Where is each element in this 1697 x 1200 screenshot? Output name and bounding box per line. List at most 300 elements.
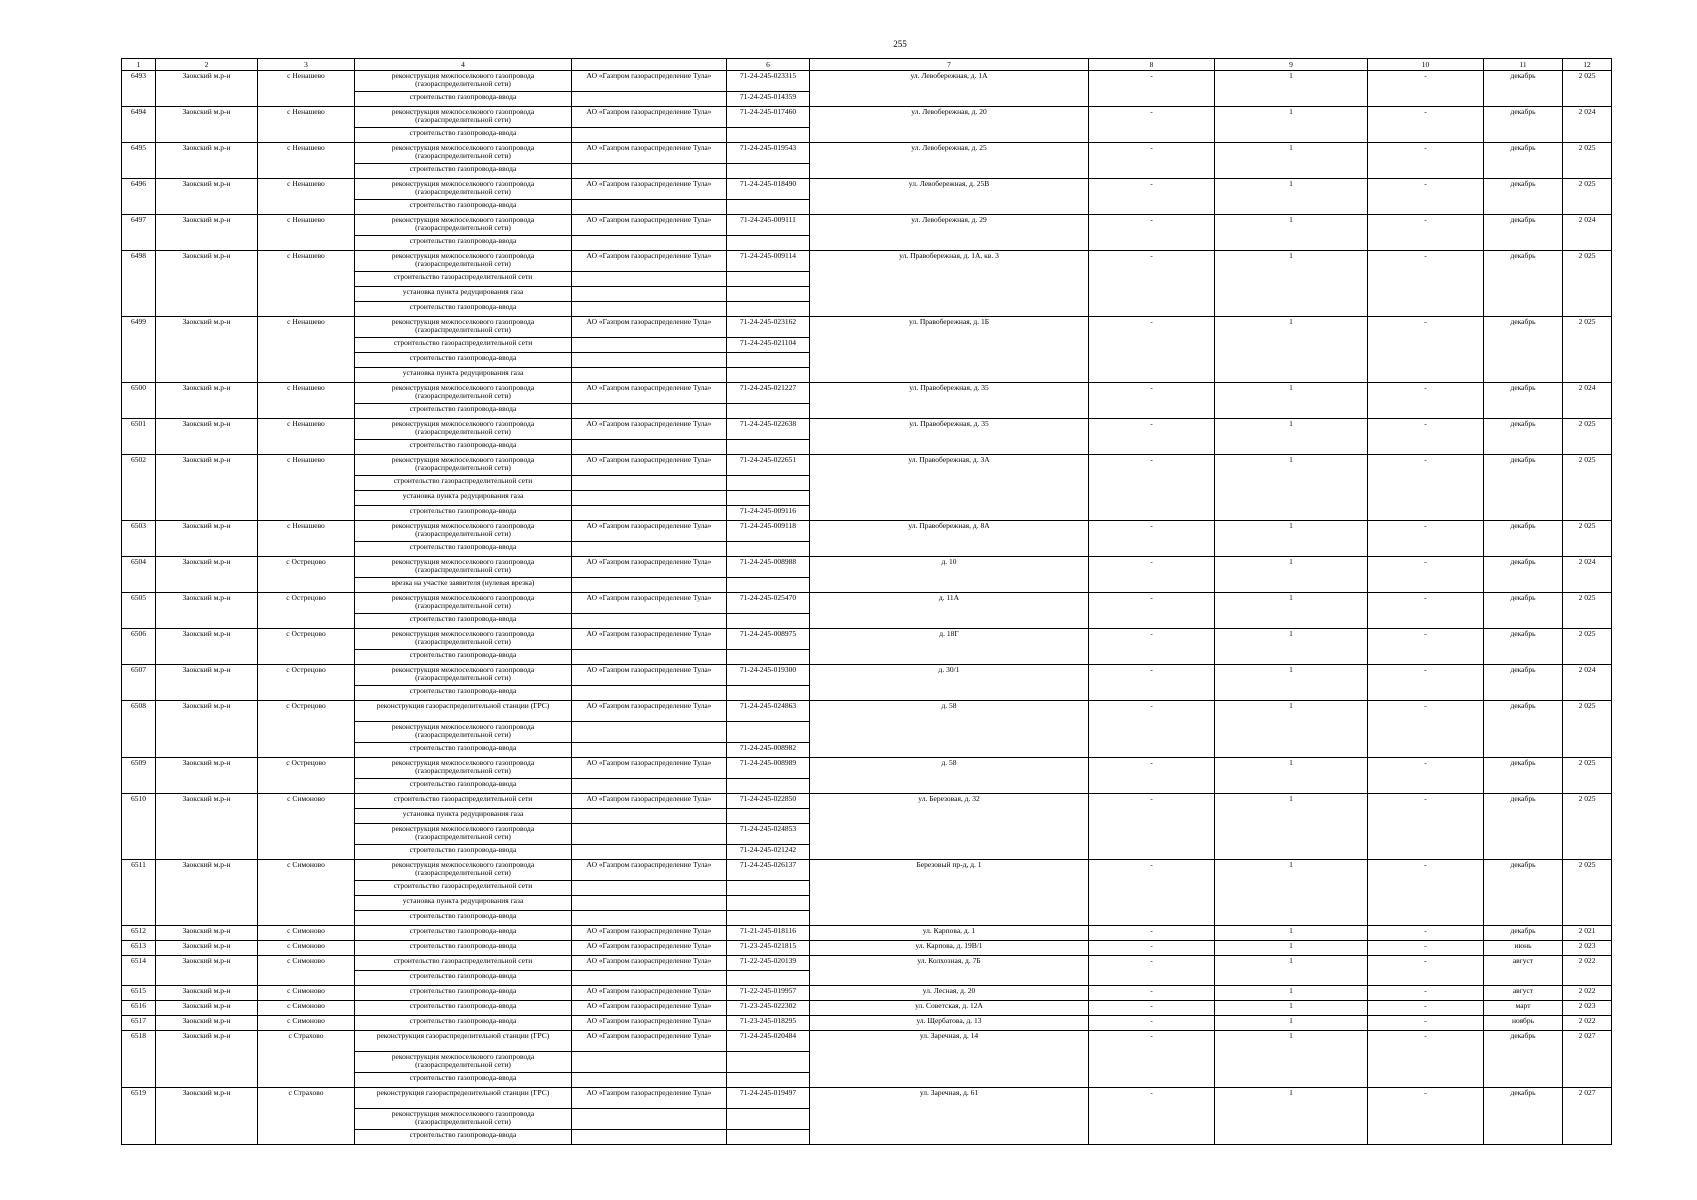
district-cell: Заокский м.р-н [156,557,258,593]
organization-cell [572,845,727,860]
table-row [122,455,1612,476]
contract-number-cell [727,911,810,926]
contract-number-cell: 71-24-245-021242 [727,845,810,860]
year-cell: 2 024 [1563,107,1612,143]
settlement-cell: с Ненашево [258,215,355,251]
table-row [122,1001,1612,1016]
table-row [122,143,1612,164]
work-type-cell: строительство газораспределительной сети [355,956,572,971]
table-row [122,629,1612,650]
table-row [122,1031,1612,1052]
district-cell: Заокский м.р-н [156,71,258,107]
organization-cell [572,911,727,926]
organization-cell: АО «Газпром газораспределение Тула» [572,1031,727,1052]
table-row [122,758,1612,779]
work-type-cell: строительство газопровода-ввода [355,845,572,860]
organization-cell [572,650,727,665]
contract-number-cell [727,440,810,455]
col9-cell: 1 [1215,251,1368,317]
organization-cell: АО «Газпром газораспределение Тула» [572,794,727,809]
work-type-cell: строительство газопровода-ввода [355,650,572,665]
settlement-cell: с Симоново [258,926,355,941]
row-number: 6517 [122,1016,156,1031]
district-cell: Заокский м.р-н [156,1088,258,1145]
row-number: 6498 [122,251,156,317]
work-type-cell: реконструкция газораспределительной станции (ГРС) [355,1031,572,1052]
district-cell: Заокский м.р-н [156,758,258,794]
district-cell: Заокский м.р-н [156,419,258,455]
year-cell: 2 025 [1563,179,1612,215]
work-type-cell: строительство газопровода-ввода [355,779,572,794]
year-cell: 2 024 [1563,557,1612,593]
settlement-cell: с Симоново [258,860,355,926]
col8-cell: - [1089,107,1215,143]
address-cell: ул. Лесная, д. 20 [810,986,1089,1001]
row-number: 6512 [122,926,156,941]
work-type-cell: реконструкция межпоселкового газопровода (газораспределительной сети) [355,251,572,272]
year-cell: 2 025 [1563,794,1612,860]
row-number: 6513 [122,941,156,956]
month-cell: декабрь [1484,593,1563,629]
contract-number-cell [727,368,810,383]
month-cell: декабрь [1484,629,1563,665]
contract-number-cell [727,287,810,302]
work-type-cell: реконструкция межпоселкового газопровода (газораспределительной сети) [355,71,572,92]
contract-number-cell: 71-24-245-021104 [727,338,810,353]
work-type-cell: строительство газопровода-ввода [355,440,572,455]
address-cell: ул. Левобережная, д. 29 [810,215,1089,251]
address-cell: ул. Правобережная, д. 3А [810,455,1089,521]
work-type-cell: врезка на участке заявителя (нулевая врезка) [355,578,572,593]
col9-cell: 1 [1215,1016,1368,1031]
row-number: 6493 [122,71,156,107]
row-number: 6511 [122,860,156,926]
contract-number-cell: 71-24-245-023162 [727,317,810,338]
month-cell: декабрь [1484,419,1563,455]
col9-cell: 1 [1215,455,1368,521]
contract-number-cell [727,722,810,743]
district-cell: Заокский м.р-н [156,215,258,251]
month-cell: декабрь [1484,179,1563,215]
organization-cell: АО «Газпром газораспределение Тула» [572,665,727,686]
settlement-cell: с Симоново [258,956,355,986]
year-cell: 2 025 [1563,251,1612,317]
contract-number-cell [727,404,810,419]
settlement-cell: с Ненашево [258,455,355,521]
col8-cell: - [1089,860,1215,926]
table-row [122,941,1612,956]
settlement-cell: с Острецово [258,758,355,794]
contract-number-cell [727,200,810,215]
table-row [122,593,1612,614]
work-type-cell: строительство газопровода-ввода [355,164,572,179]
address-cell: д. 58 [810,758,1089,794]
settlement-cell: с Ненашево [258,179,355,215]
district-cell: Заокский м.р-н [156,1031,258,1088]
col10-cell: - [1368,71,1484,107]
work-type-cell: установка пункта редуцирования газа [355,368,572,383]
contract-number-cell [727,614,810,629]
row-number: 6515 [122,986,156,1001]
organization-cell [572,272,727,287]
contract-number-cell: 71-24-245-022638 [727,419,810,440]
col9-cell: 1 [1215,317,1368,383]
contract-number-cell [727,491,810,506]
district-cell: Заокский м.р-н [156,143,258,179]
header-cell: 9 [1215,59,1368,71]
col8-cell: - [1089,179,1215,215]
organization-cell [572,92,727,107]
col10-cell: - [1368,1031,1484,1088]
contract-number-cell: 71-24-245-018490 [727,179,810,200]
col9-cell: 1 [1215,557,1368,593]
header-cell: 6 [727,59,810,71]
month-cell: декабрь [1484,701,1563,758]
month-cell: декабрь [1484,107,1563,143]
page-number: 255 [893,39,907,49]
col8-cell: - [1089,419,1215,455]
address-cell: ул. Советская, д. 12А [810,1001,1089,1016]
row-number: 6500 [122,383,156,419]
organization-cell: АО «Газпром газораспределение Тула» [572,179,727,200]
contract-number-cell: 71-23-245-018295 [727,1016,810,1031]
work-type-cell: строительство газопровода-ввода [355,986,572,1001]
address-cell: ул. Карпова, д. 19В/1 [810,941,1089,956]
col8-cell: - [1089,1001,1215,1016]
header-cell: 10 [1368,59,1484,71]
address-cell: д. 11А [810,593,1089,629]
organization-cell: АО «Газпром газораспределение Тула» [572,1016,727,1031]
contract-number-cell [727,779,810,794]
col10-cell: - [1368,593,1484,629]
work-type-cell: реконструкция межпоселкового газопровода (газораспределительной сети) [355,215,572,236]
month-cell: декабрь [1484,557,1563,593]
work-type-cell: строительство газораспределительной сети [355,794,572,809]
address-cell: ул. Правобережная, д. 35 [810,419,1089,455]
col8-cell: - [1089,665,1215,701]
col9-cell: 1 [1215,758,1368,794]
work-type-cell: строительство газопровода-ввода [355,926,572,941]
contract-number-cell [727,236,810,251]
settlement-cell: с Ненашево [258,107,355,143]
row-number: 6496 [122,179,156,215]
organization-cell [572,542,727,557]
work-type-cell: реконструкция межпоселкового газопровода (газораспределительной сети) [355,722,572,743]
col10-cell: - [1368,107,1484,143]
header-cell: 2 [156,59,258,71]
col10-cell: - [1368,1001,1484,1016]
contract-number-cell: 71-24-245-009116 [727,506,810,521]
organization-cell [572,824,727,845]
district-cell: Заокский м.р-н [156,317,258,383]
col9-cell: 1 [1215,941,1368,956]
organization-cell: АО «Газпром газораспределение Тула» [572,215,727,236]
organization-cell: АО «Газпром газораспределение Тула» [572,71,727,92]
organization-cell [572,338,727,353]
contract-number-cell [727,542,810,557]
work-type-cell: реконструкция межпоселкового газопровода (газораспределительной сети) [355,179,572,200]
col9-cell: 1 [1215,179,1368,215]
row-number: 6509 [122,758,156,794]
work-type-cell: строительство газопровода-ввода [355,971,572,986]
district-cell: Заокский м.р-н [156,383,258,419]
col8-cell: - [1089,317,1215,383]
col8-cell: - [1089,794,1215,860]
organization-cell: АО «Газпром газораспределение Тула» [572,317,727,338]
row-number: 6506 [122,629,156,665]
works-table [121,58,1612,1145]
col9-cell: 1 [1215,107,1368,143]
contract-number-cell: 71-24-245-024863 [727,701,810,722]
address-cell: ул. Щербатова, д. 13 [810,1016,1089,1031]
table-row [122,71,1612,92]
work-type-cell: строительство газопровода-ввода [355,542,572,557]
work-type-cell: реконструкция межпоселкового газопровода (газораспределительной сети) [355,317,572,338]
col10-cell: - [1368,629,1484,665]
col9-cell: 1 [1215,860,1368,926]
contract-number-cell: 71-21-245-018116 [727,926,810,941]
col9-cell: 1 [1215,665,1368,701]
address-cell: д. 10 [810,557,1089,593]
table-row [122,1016,1612,1031]
work-type-cell: реконструкция межпоселкового газопровода (газораспределительной сети) [355,665,572,686]
contract-number-cell [727,686,810,701]
table-row [122,179,1612,200]
col10-cell: - [1368,665,1484,701]
row-number: 6502 [122,455,156,521]
organization-cell [572,578,727,593]
contract-number-cell: 71-24-245-014359 [727,92,810,107]
contract-number-cell: 71-22-245-020139 [727,956,810,971]
col10-cell: - [1368,383,1484,419]
organization-cell: АО «Газпром газораспределение Тула» [572,419,727,440]
organization-cell [572,200,727,215]
col10-cell: - [1368,956,1484,986]
organization-cell: АО «Газпром газораспределение Тула» [572,701,727,722]
row-number: 6497 [122,215,156,251]
district-cell: Заокский м.р-н [156,665,258,701]
address-cell: Березовый пр-д, д. 1 [810,860,1089,926]
address-cell: д. 18Г [810,629,1089,665]
settlement-cell: с Острецово [258,557,355,593]
contract-number-cell: 71-24-245-009118 [727,521,810,542]
district-cell: Заокский м.р-н [156,179,258,215]
month-cell: ноябрь [1484,1016,1563,1031]
settlement-cell: с Ненашево [258,143,355,179]
row-number: 6501 [122,419,156,455]
col8-cell: - [1089,758,1215,794]
row-number: 6503 [122,521,156,557]
work-type-cell: строительство газопровода-ввода [355,1073,572,1088]
header-cell [572,59,727,71]
work-type-cell: реконструкция межпоселкового газопровода (газораспределительной сети) [355,557,572,578]
header-cell: 1 [122,59,156,71]
address-cell: д. 58 [810,701,1089,758]
col8-cell: - [1089,593,1215,629]
col9-cell: 1 [1215,419,1368,455]
organization-cell: АО «Газпром газораспределение Тула» [572,758,727,779]
table-row [122,986,1612,1001]
year-cell: 2 024 [1563,665,1612,701]
col10-cell: - [1368,179,1484,215]
address-cell: ул. Левобережная, д. 20 [810,107,1089,143]
table-row [122,317,1612,338]
address-cell: д. 30/1 [810,665,1089,701]
row-number: 6519 [122,1088,156,1145]
table-row [122,926,1612,941]
header-row [122,59,1612,71]
organization-cell: АО «Газпром газораспределение Тула» [572,593,727,614]
settlement-cell: с Симоново [258,941,355,956]
row-number: 6510 [122,794,156,860]
year-cell: 2 025 [1563,419,1612,455]
month-cell: декабрь [1484,71,1563,107]
work-type-cell: строительство газопровода-ввода [355,743,572,758]
header-cell: 12 [1563,59,1612,71]
work-type-cell: реконструкция межпоселкового газопровода (газораспределительной сети) [355,593,572,614]
address-cell: ул. Заречная, д. 14 [810,1031,1089,1088]
district-cell: Заокский м.р-н [156,107,258,143]
address-cell: ул. Правобережная, д. 1Б [810,317,1089,383]
contract-number-cell [727,896,810,911]
col8-cell: - [1089,521,1215,557]
col10-cell: - [1368,143,1484,179]
col8-cell: - [1089,383,1215,419]
district-cell: Заокский м.р-н [156,794,258,860]
col8-cell: - [1089,986,1215,1001]
address-cell: ул. Правобережная, д. 35 [810,383,1089,419]
work-type-cell: строительство газораспределительной сети [355,476,572,491]
work-type-cell: реконструкция межпоселкового газопровода (газораспределительной сети) [355,758,572,779]
col10-cell: - [1368,557,1484,593]
year-cell: 2 024 [1563,215,1612,251]
organization-cell [572,971,727,986]
header-cell: 3 [258,59,355,71]
address-cell: ул. Левобережная, д. 25В [810,179,1089,215]
header-cell: 7 [810,59,1089,71]
contract-number-cell: 71-24-245-008989 [727,758,810,779]
address-cell: ул. Заречная, д. 61 [810,1088,1089,1145]
settlement-cell: с Симоново [258,1001,355,1016]
month-cell: июнь [1484,941,1563,956]
header-cell: 8 [1089,59,1215,71]
settlement-cell: с Ненашево [258,251,355,317]
work-type-cell: реконструкция межпоселкового газопровода (газораспределительной сети) [355,860,572,881]
settlement-cell: с Симоново [258,986,355,1001]
col10-cell: - [1368,1016,1484,1031]
organization-cell [572,1073,727,1088]
work-type-cell: строительство газораспределительной сети [355,338,572,353]
year-cell: 2 027 [1563,1031,1612,1088]
organization-cell: АО «Газпром газораспределение Тула» [572,956,727,971]
organization-cell: АО «Газпром газораспределение Тула» [572,629,727,650]
contract-number-cell: 71-24-245-024853 [727,824,810,845]
district-cell: Заокский м.р-н [156,941,258,956]
organization-cell [572,743,727,758]
contract-number-cell [727,809,810,824]
organization-cell: АО «Газпром газораспределение Тула» [572,941,727,956]
col9-cell: 1 [1215,1001,1368,1016]
work-type-cell: строительство газопровода-ввода [355,911,572,926]
col10-cell: - [1368,521,1484,557]
district-cell: Заокский м.р-н [156,956,258,986]
contract-number-cell [727,971,810,986]
organization-cell [572,506,727,521]
col8-cell: - [1089,701,1215,758]
col8-cell: - [1089,629,1215,665]
year-cell: 2 022 [1563,1016,1612,1031]
contract-number-cell [727,164,810,179]
work-type-cell: установка пункта редуцирования газа [355,809,572,824]
contract-number-cell [727,881,810,896]
month-cell: декабрь [1484,665,1563,701]
col9-cell: 1 [1215,215,1368,251]
organization-cell [572,1130,727,1145]
contract-number-cell: 71-23-245-021815 [727,941,810,956]
organization-cell [572,779,727,794]
work-type-cell: строительство газопровода-ввода [355,128,572,143]
table-row [122,860,1612,881]
col9-cell: 1 [1215,1088,1368,1145]
district-cell: Заокский м.р-н [156,926,258,941]
contract-number-cell: 71-24-245-023315 [727,71,810,92]
contract-number-cell [727,578,810,593]
organization-cell [572,236,727,251]
year-cell: 2 025 [1563,593,1612,629]
table-row [122,521,1612,542]
table-row [122,251,1612,272]
contract-number-cell [727,302,810,317]
year-cell: 2 025 [1563,143,1612,179]
contract-number-cell [727,128,810,143]
organization-cell [572,368,727,383]
organization-cell: АО «Газпром газораспределение Тула» [572,383,727,404]
col8-cell: - [1089,1031,1215,1088]
district-cell: Заокский м.р-н [156,629,258,665]
work-type-cell: реконструкция межпоселкового газопровода (газораспределительной сети) [355,521,572,542]
contract-number-cell: 71-24-245-026137 [727,860,810,881]
table-body [122,59,1612,1145]
month-cell: декабрь [1484,1088,1563,1145]
month-cell: декабрь [1484,251,1563,317]
contract-number-cell [727,272,810,287]
header-cell: 4 [355,59,572,71]
contract-number-cell [727,1109,810,1130]
month-cell: август [1484,956,1563,986]
work-type-cell: строительство газопровода-ввода [355,506,572,521]
col10-cell: - [1368,215,1484,251]
contract-number-cell: 71-24-245-022850 [727,794,810,809]
district-cell: Заокский м.р-н [156,455,258,521]
contract-number-cell: 71-24-245-019497 [727,1088,810,1109]
settlement-cell: с Ненашево [258,71,355,107]
col8-cell: - [1089,926,1215,941]
organization-cell: АО «Газпром газораспределение Тула» [572,986,727,1001]
contract-number-cell [727,1052,810,1073]
organization-cell [572,404,727,419]
work-type-cell: установка пункта редуцирования газа [355,491,572,506]
work-type-cell: строительство газопровода-ввода [355,200,572,215]
work-type-cell: реконструкция газораспределительной станции (ГРС) [355,701,572,722]
month-cell: декабрь [1484,455,1563,521]
year-cell: 2 023 [1563,1001,1612,1016]
organization-cell [572,686,727,701]
col9-cell: 1 [1215,629,1368,665]
month-cell: декабрь [1484,215,1563,251]
organization-cell [572,881,727,896]
row-number: 6504 [122,557,156,593]
col9-cell: 1 [1215,593,1368,629]
